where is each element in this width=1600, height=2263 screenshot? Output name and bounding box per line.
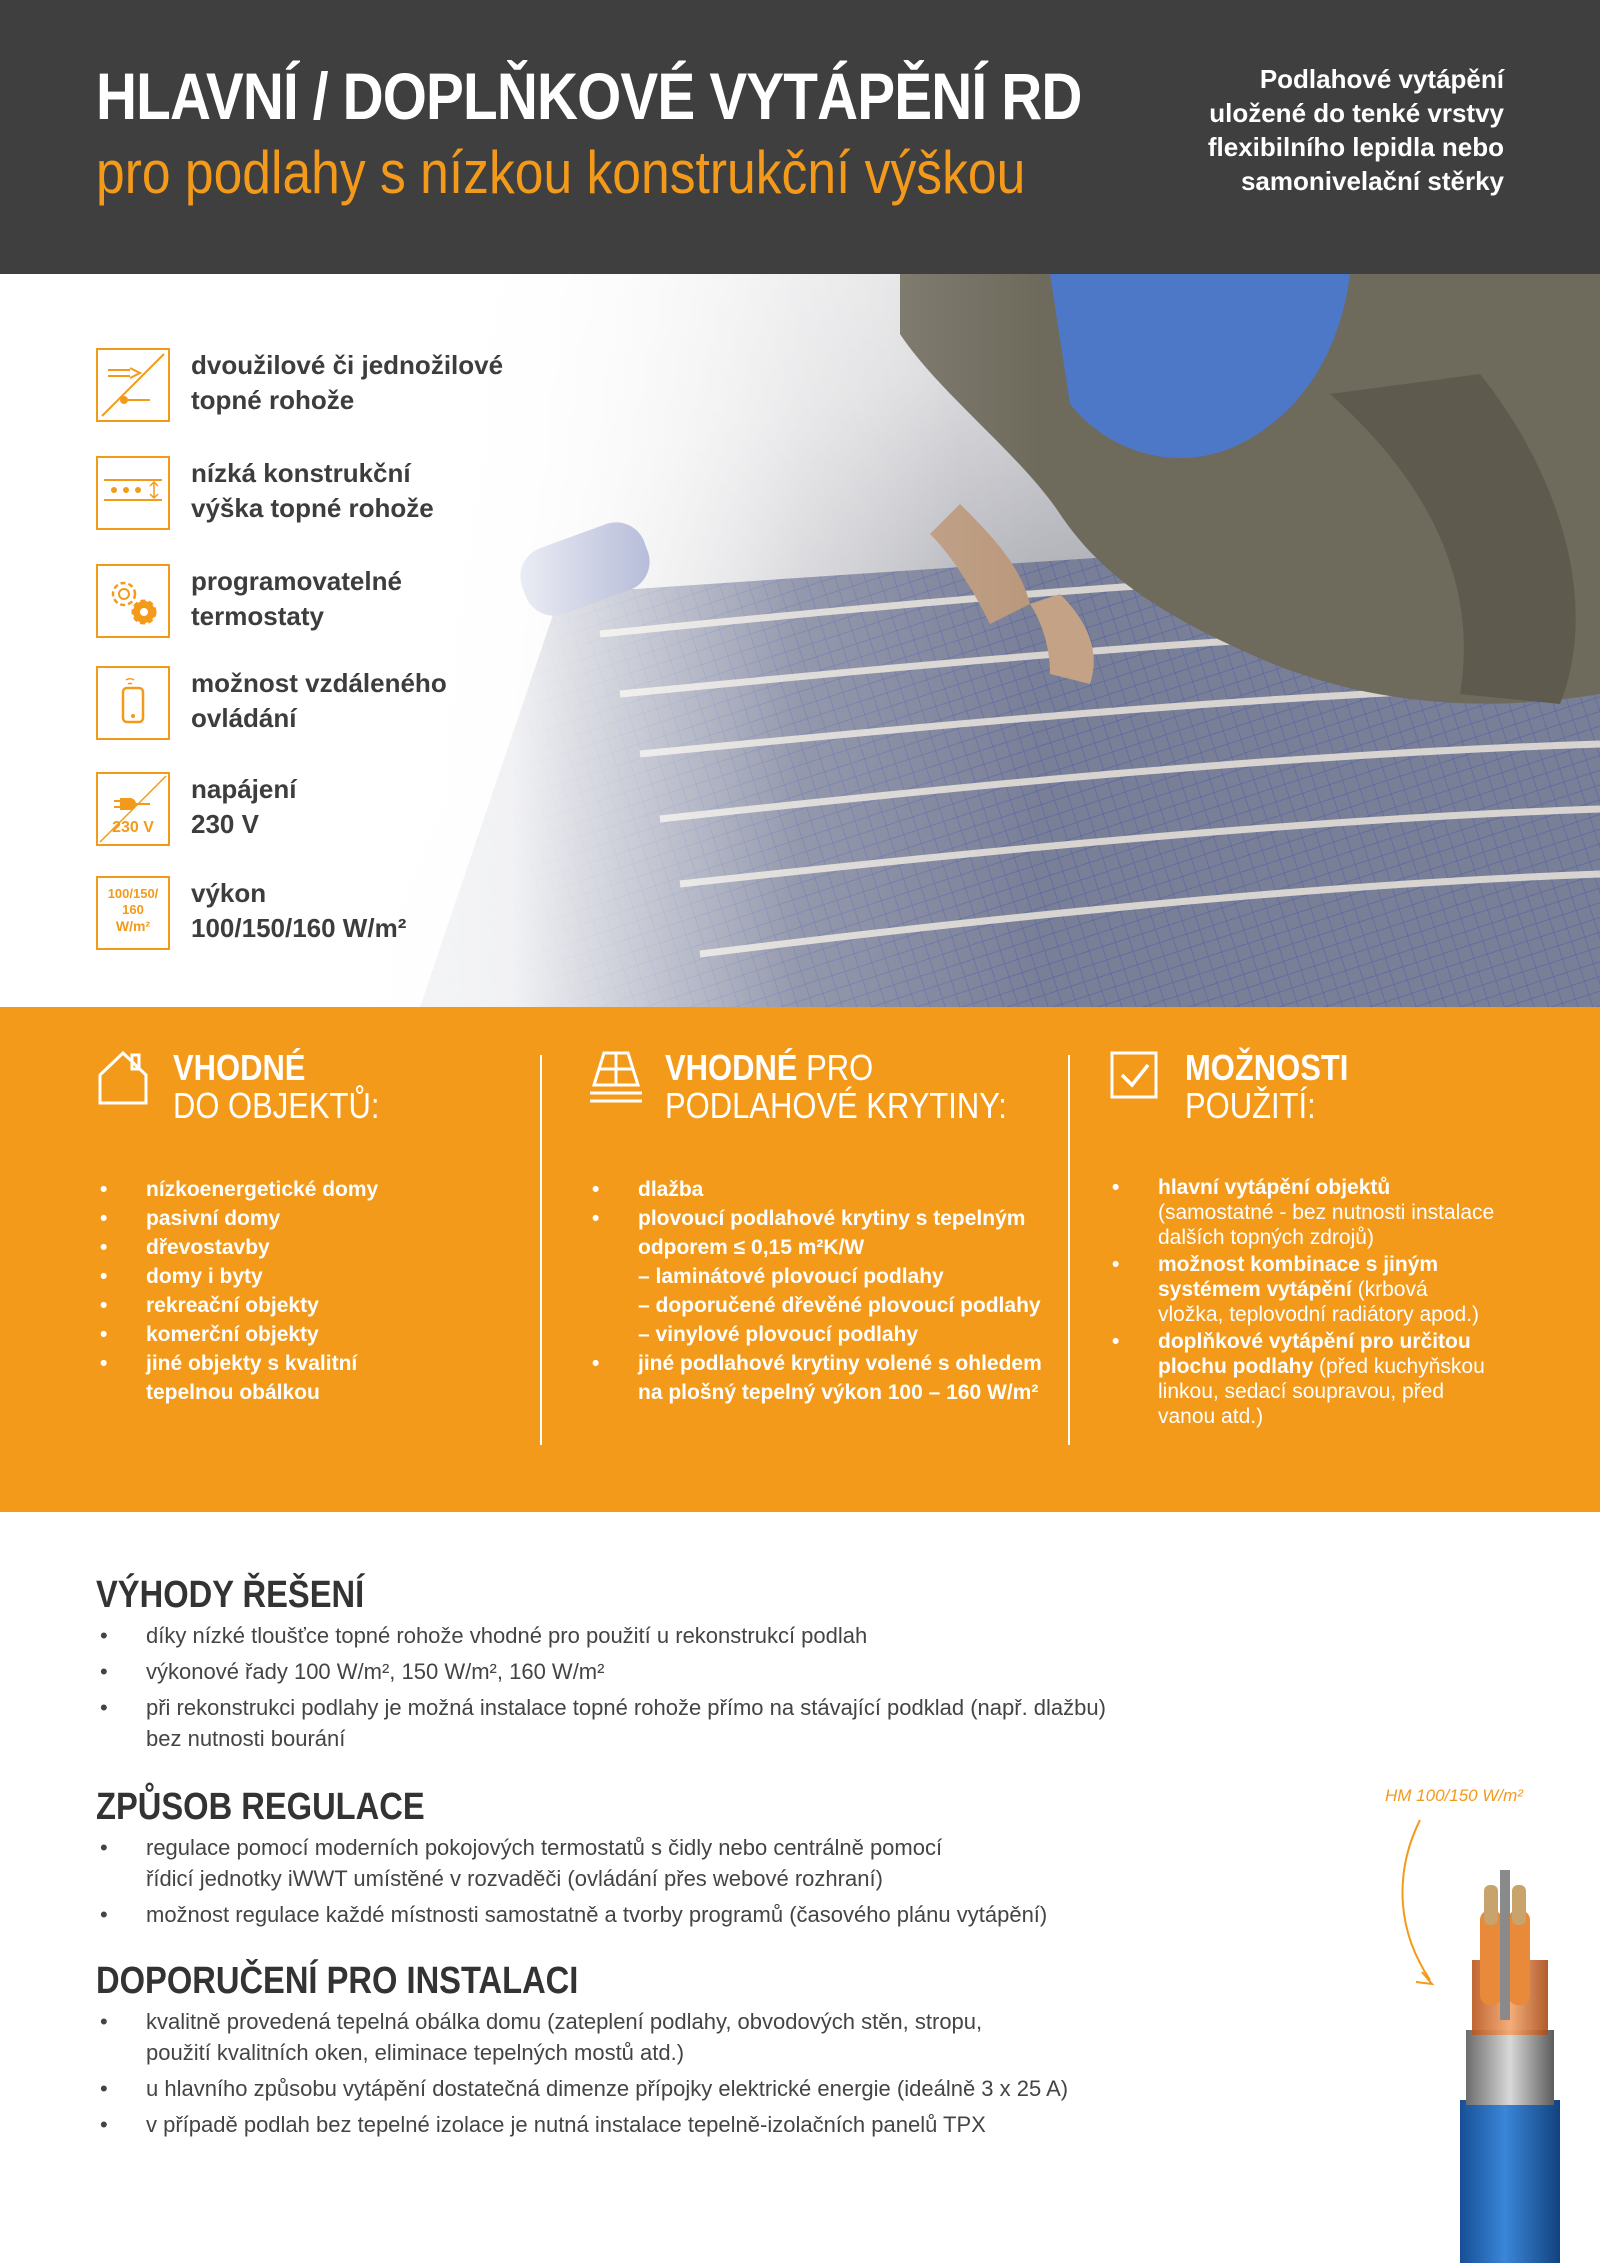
cable-type-icon [96,348,170,422]
floors-list [588,1175,1042,1407]
column-divider [540,1055,542,1445]
icon-text: W/m² [115,918,151,934]
list-item: • u hlavního způsobu vytápění dostatečná dimenze přípojky elektrické energie (ideálně 3 x 25 A) [96,2073,1068,2104]
list-subitem: – doporučené dřevěné plovoucí podlahy [638,1294,1041,1317]
list-item: • kvalitně provedená tepelná obálka domu (zateplení podlahy, obvodových stěn, stropu, použití kvalitních oken, eliminace tepelných mostů atd.) [96,2006,1068,2068]
regulation-title: ZPŮSOB REGULACE [96,1786,425,1828]
page-title: HLAVNÍ / DOPLŇKOVÉ VYTÁPĚNÍ RD [96,59,1082,133]
list-item: • domy i byty [96,1262,378,1291]
floor-tiles-icon [588,1047,644,1107]
list-item: • možnost kombinace s jiným systémem vytápění (krbová vložka, teplovodní radiátory apod.) [1108,1252,1494,1327]
icon-text: 230 V [112,819,154,836]
power-output-icon [96,876,170,950]
header-note [1184,62,1504,198]
feature-label: nízká konstrukční výška topné rohože [191,458,434,523]
objects-column: VHODNÉ DO OBJEKTŮ: • nízkoenergetické domy • pasivní domy • dřevostavby • domy i byty • rekreační objekty • komerční objekty • jiné objekty s kvalitní tepelnou obálkou [96,1007,526,1512]
gears-icon [96,564,170,638]
list-item: • dlažba [588,1175,1042,1204]
header-note-line: Podlahové vytápění [1259,64,1504,94]
list-item: • v případě podlah bez tepelné izolace je nutná instalace tepelně-izolačních panelů TPX [96,2109,1068,2140]
list-item: • při rekonstrukci podlahy je možná instalace topné rohože přímo na stávající podklad (např. dlažbu) bez nutnosti bourání [96,1692,1106,1754]
feature-label: výkon 100/150/160 W/m² [191,878,407,943]
feature-label: dvoužilové či jednožilové topné rohože [191,350,504,415]
heating-cable-illustration [1360,1800,1580,2263]
advantages-list [96,1620,1106,1759]
header-note-line: flexibilního lepidla nebo [1207,132,1504,162]
list-item: • možnost regulace každé místnosti samostatně a tvorby programů (časového plánu vytápění) [96,1899,1047,1930]
suitability-band [0,1007,1600,1512]
advantages-title: VÝHODY ŘEŠENÍ [96,1574,365,1616]
header-note-line: samonivelační stěrky [1240,166,1504,196]
header-banner [0,0,1600,274]
feature-label: možnost vzdáleného ovládání [191,668,447,733]
list-item: • plovoucí podlahové krytiny s tepelným odporem ≤ 0,15 m²K/W [588,1204,1042,1262]
list-subitem: – vinylové plovoucí podlahy [638,1323,919,1346]
smartphone-icon [96,666,170,740]
list-item: • pasivní domy [96,1204,378,1233]
hero-photo-section [0,274,1600,1007]
list-item: • rekreační objekty [96,1291,378,1320]
usage-column: MOŽNOSTI POUŽITÍ: • hlavní vytápění objektů (samostatné - bez nutnosti instalace dalších topných zdrojů) • možnost kombinace s jiným systémem vytápění (krbová vložka, teplovodní radiátory apod.) • doplňkové vytápění pro určitou plochu podlahy (před kuchyňskou linkou, sedací soupravou, před vanou atd.) [1108,1007,1548,1512]
cable-label: HM 100/150 W/m² [1385,1786,1523,1805]
icon-text: 160 [122,902,144,917]
regulation-list [96,1832,1047,1935]
list-item: • jiné objekty s kvalitní tepelnou obálkou [96,1349,378,1407]
feature-label: napájení 230 V [191,774,297,839]
installation-title: DOPORUČENÍ PRO INSTALACI [96,1960,579,2002]
list-item: • dřevostavby [96,1233,378,1262]
checkbox-icon [1108,1047,1164,1103]
column-divider [1068,1055,1070,1445]
page-subtitle: pro podlahy s nízkou konstrukční výškou [96,139,1026,206]
low-height-icon [96,456,170,530]
floors-column: VHODNÉ PRO PODLAHOVÉ KRYTINY: • dlažba • plovoucí podlahové krytiny s tepelným odporem ≤ 0,15 m²K/W – laminátové plovoucí podlahy – doporučené dřevěné plovoucí podlahy – vinylové plovoucí podlahy • jiné podlahové krytiny volené s ohledem na plošný tepelný výkon 100 – 160 W/m² [588,1007,1048,1512]
icon-text: 100/150/ [107,886,159,901]
power-plug-icon [96,772,170,846]
list-item: • nízkoenergetické domy [96,1175,378,1204]
installation-list [96,2006,1068,2145]
objects-list [96,1175,378,1407]
list-subitem: – laminátové plovoucí podlahy [638,1265,944,1288]
usage-list [1108,1175,1494,1429]
house-icon [96,1047,150,1107]
list-item: • doplňkové vytápění pro určitou plochu podlahy (před kuchyňskou linkou, sedací soupravou, před vanou atd.) [1108,1329,1494,1429]
list-item: • jiné podlahové krytiny volené s ohledem na plošný tepelný výkon 100 – 160 W/m² [588,1349,1042,1407]
header-note-line: uložené do tenké vrstvy [1209,98,1504,128]
list-item: • hlavní vytápění objektů (samostatné - bez nutnosti instalace dalších topných zdrojů) [1108,1175,1494,1250]
feature-label: programovatelné termostaty [191,566,402,631]
list-item: • regulace pomocí moderních pokojových termostatů s čidly nebo centrálně pomocí řídicí jednotky iWWT umístěné v rozvaděči (ovládání přes webové rozhraní) [96,1832,1047,1894]
list-item: • výkonové řady 100 W/m², 150 W/m², 160 W/m² [96,1656,1106,1687]
list-item: • díky nízké tloušťce topné rohože vhodné pro použití u rekonstrukcí podlah [96,1620,1106,1651]
list-item: • komerční objekty [96,1320,378,1349]
